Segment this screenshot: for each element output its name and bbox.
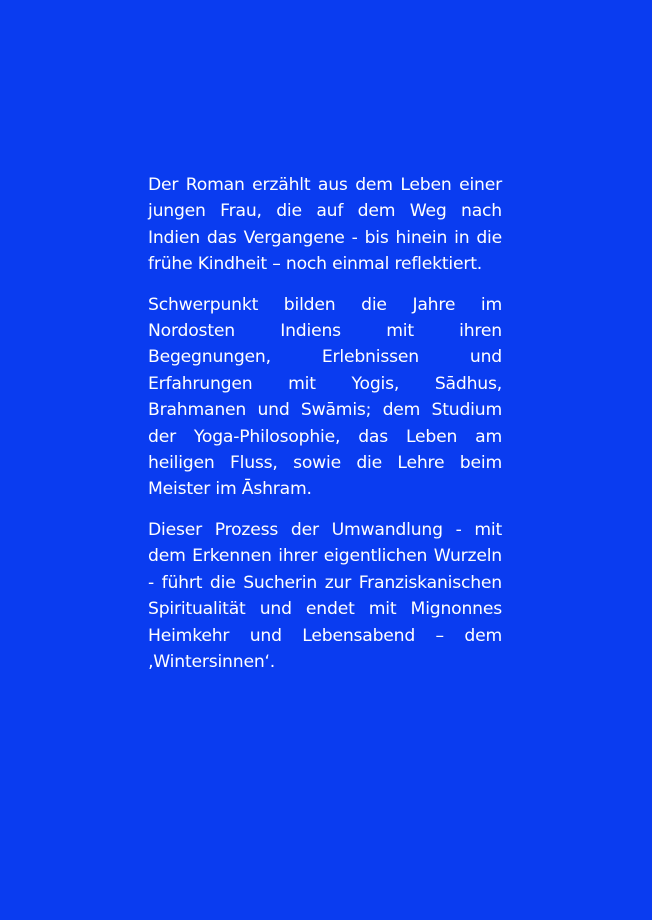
paragraph-intro: Der Roman erzählt aus dem Leben einer jungen Frau, die auf dem Weg nach Indien das Vergangene - bis hinein in die frühe Kindheit – noch einmal reflektiert. (148, 175, 502, 275)
blurb-text (148, 172, 502, 689)
paragraph-focus: Schwerpunkt bilden die Jahre im Nordosten Indiens mit ihren Begegnungen, Erlebnissen und Erfahrungen mit Yogis, Sādhus, Brahmanen und Swāmis; dem Studium der Yoga-Philosophie, das Leben am heiligen Fluss, sowie die Lehre beim Meister im Āshram. (148, 294, 502, 500)
paragraph-conclusion: Dieser Prozess der Umwandlung - mit dem Erkennen ihrer eigentlichen Wurzeln - führt die Sucherin zur Franziskanischen Spiritualität und endet mit Mignonnes Heimkehr und Lebensabend – dem ‚Wintersinnen‘. (148, 519, 502, 672)
